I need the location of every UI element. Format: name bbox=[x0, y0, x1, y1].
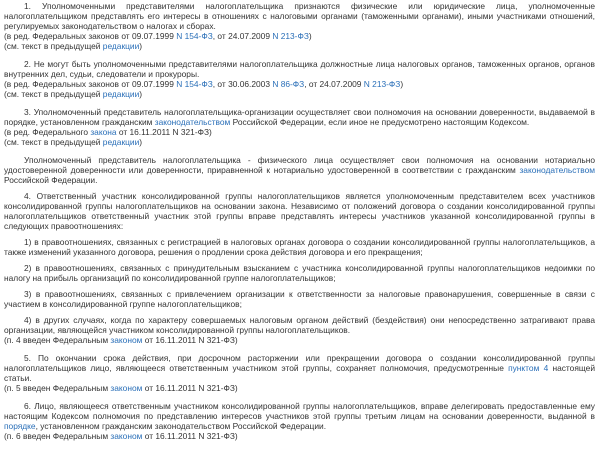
law-link-154fz[interactable]: N 154-ФЗ bbox=[176, 31, 213, 41]
note-text: (см. текст в предыдущей bbox=[4, 137, 103, 147]
amendment-note-6 bbox=[4, 431, 595, 441]
note-text: (в ред. Федерального bbox=[4, 127, 91, 137]
note-text: от 16.11.2011 N 321-ФЗ) bbox=[142, 335, 238, 345]
procedure-link[interactable]: порядке bbox=[4, 421, 36, 431]
note-text: ) bbox=[139, 137, 143, 147]
amendment-note-4 bbox=[4, 335, 595, 345]
paragraph-6 bbox=[4, 401, 595, 431]
paragraph-text: 3. Уполномоченный представитель налогоплательщика-организации осуществляет свои полномочия на основании доверенности, выдаваемой в порядке, установленном гражданским bbox=[4, 107, 595, 127]
note-text: (см. текст в предыдущей bbox=[4, 41, 103, 51]
note-text: , от 24.07.2009 bbox=[304, 79, 364, 89]
subparagraph-4-1: 1) в правоотношениях, связанных с регистрацией в налоговых органах договора о создании консолидированной группы налогоплательщиков, а также изменений указанного договора, решения о продлении срока действия договора и его прекращения; bbox=[4, 237, 595, 257]
previous-edition-note-3 bbox=[4, 137, 595, 147]
amendment-note-5 bbox=[4, 383, 595, 393]
paragraph-text: Российской Федерации, если иное не предусмотрено настоящим Кодексом. bbox=[230, 117, 530, 127]
note-text: ) bbox=[400, 79, 404, 89]
paragraph-4: 4. Ответственный участник консолидированной группы налогоплательщиков является уполномоченным представителем всех участников консолидированной группы налогоплательщиков на основании закона. Независимо от положений договора о создании консолидированной группы налогоплательщиков ответственный участник этой группы вправе представлять интересы участников указанной консолидированной группы в следующих правоотношениях: bbox=[4, 191, 595, 231]
civil-legislation-link[interactable]: законодательством bbox=[154, 117, 231, 127]
note-text: (п. 4 введен Федеральным bbox=[4, 335, 111, 345]
paragraph-text: 5. По окончании срока действия, при досрочном расторжении или прекращении договора о создании консолидированной группы налогоплательщиков лицо, являющееся ответственным участником этой группы, сохраняет полномочия, предусмотренные bbox=[4, 353, 595, 373]
note-text: , от 24.07.2009 bbox=[212, 31, 273, 41]
note-text: (п. 6 введен Федеральным bbox=[4, 431, 111, 441]
note-text: (см. текст в предыдущей bbox=[4, 89, 103, 99]
paragraph-text: 6. Лицо, являющееся ответственным участником консолидированной группы налогоплательщиков, вправе делегировать предоставленные ему настоящим Кодексом полномочия по представлению интересов участников этой группы третьим лицам на основании доверенности, выданной в bbox=[4, 401, 595, 421]
note-text: ) bbox=[139, 89, 143, 99]
previous-edition-note-2 bbox=[4, 89, 595, 99]
paragraph-text: Российской Федерации. bbox=[4, 175, 98, 185]
note-text: , от 30.06.2003 bbox=[212, 79, 273, 89]
paragraph-text: настоящей статьи. bbox=[4, 363, 595, 383]
previous-edition-link[interactable]: редакции bbox=[102, 89, 140, 99]
law-link-321fz[interactable]: законом bbox=[110, 431, 143, 441]
law-link-213fz[interactable]: N 213-ФЗ bbox=[272, 31, 309, 41]
note-text: ) bbox=[139, 41, 143, 51]
paragraph-text: , установленном гражданским законодательством Российской Федерации. bbox=[35, 421, 327, 431]
paragraph-5 bbox=[4, 353, 595, 383]
subparagraph-4-2: 2) в правоотношениях, связанных с принудительным взысканием с участника консолидированной группы налогоплательщиков недоимки по налогу на прибыль организаций по консолидированной группе налогоплательщиков; bbox=[4, 263, 595, 283]
note-text: от 16.11.2011 N 321-ФЗ) bbox=[142, 383, 238, 393]
law-link-154fz[interactable]: N 154-ФЗ bbox=[176, 79, 213, 89]
note-text: от 16.11.2011 N 321-ФЗ) bbox=[142, 431, 238, 441]
previous-edition-link[interactable]: редакции bbox=[102, 41, 140, 51]
subparagraph-4-3: 3) в правоотношениях, связанных с привлечением организации к ответственности за налоговые правонарушения, совершенные в связи с участием в консолидированной группе налогоплательщиков; bbox=[4, 289, 595, 309]
point-4-link[interactable]: пунктом 4 bbox=[508, 363, 549, 373]
note-text: (в ред. Федеральных законов от 09.07.1999 bbox=[4, 79, 177, 89]
note-text: от 16.11.2011 N 321-ФЗ) bbox=[116, 127, 212, 137]
paragraph-3-individual bbox=[4, 155, 595, 185]
subparagraph-4-4: 4) в других случаях, когда по характеру совершаемых налоговым органом действий (бездействия) они непосредственно затрагивают права организации, являющейся участником консолидированной группы налогоплательщиков. bbox=[4, 315, 595, 335]
law-link-321fz[interactable]: законом bbox=[110, 383, 143, 393]
note-text: (в ред. Федеральных законов от 09.07.1999 bbox=[4, 31, 177, 41]
law-link-86fz[interactable]: N 86-ФЗ bbox=[272, 79, 305, 89]
note-text: (п. 5 введен Федеральным bbox=[4, 383, 111, 393]
amendment-note-1 bbox=[4, 31, 595, 41]
note-text: ) bbox=[308, 31, 312, 41]
law-link-321fz[interactable]: закона bbox=[90, 127, 117, 137]
previous-edition-link[interactable]: редакции bbox=[102, 137, 140, 147]
paragraph-text: Уполномоченный представитель налогоплательщика - физического лица осуществляет свои полномочия на основании нотариально удостоверенной доверенности или доверенности, приравненной к нотариально удостоверенной в соответствии с гражданским bbox=[4, 155, 595, 175]
amendment-note-3 bbox=[4, 127, 595, 137]
law-link-321fz[interactable]: законом bbox=[110, 335, 143, 345]
law-link-213fz[interactable]: N 213-ФЗ bbox=[363, 79, 401, 89]
paragraph-1: 1. Уполномоченными представителями налогоплательщика признаются физические или юридические лица, уполномоченные налогоплательщиком представлять его интересы в отношениях с налоговыми органами (таможенными органами), иными участниками отношений, регулируемых законодательством о налогах и сборах. bbox=[4, 1, 595, 31]
previous-edition-note-1 bbox=[4, 41, 595, 51]
amendment-note-2 bbox=[4, 79, 595, 89]
civil-legislation-link[interactable]: законодательством bbox=[519, 165, 595, 175]
paragraph-2: 2. Не могут быть уполномоченными представителями налогоплательщика должностные лица налоговых органов, таможенных органов, органов внутренних дел, судьи, следователи и прокуроры. bbox=[4, 59, 595, 79]
paragraph-3 bbox=[4, 107, 595, 127]
